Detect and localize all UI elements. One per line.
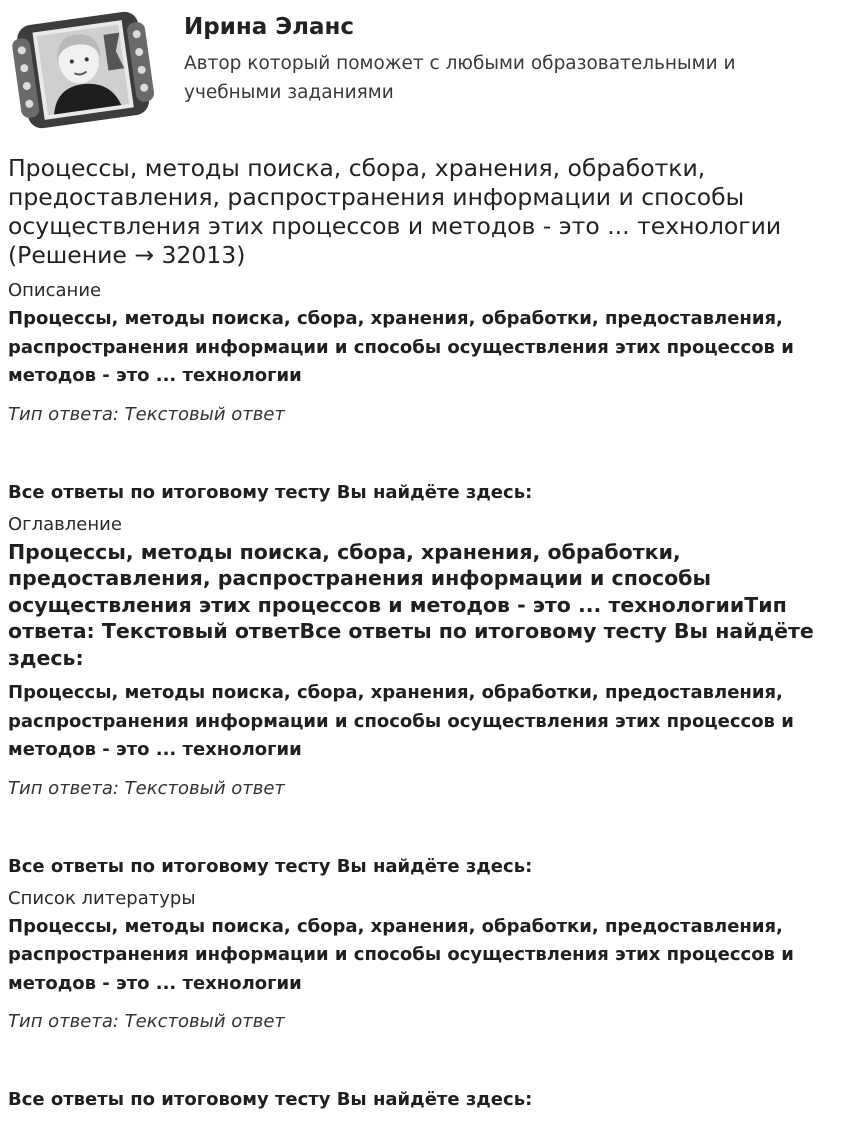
toc-all-answers: Все ответы по итоговому тесту Вы найдёте здесь: (8, 855, 533, 877)
literature-label: Список литературы (8, 887, 196, 909)
author-info (184, 8, 784, 107)
toc-question: Процессы, методы поиска, сбора, хранения, обработки, предоставления, распространения информации и способы осуществления этих процессов и методов - это ... технологии (8, 682, 794, 760)
literature-question: Процессы, методы поиска, сбора, хранения, обработки, предоставления, распространения информации и способы осуществления этих процессов и методов - это ... технологии (8, 915, 794, 994)
author-description: Автор который поможет с любыми образовательными и учебными заданиями (184, 53, 736, 103)
author-card (8, 8, 839, 148)
description-answer-type: Тип ответа: Текстовый ответ (8, 403, 285, 425)
literature-answer-type: Тип ответа: Текстовый ответ (8, 1011, 285, 1032)
description-question: Процессы, методы поиска, сбора, хранения, обработки, предоставления, распространения информации и способы осуществления этих процессов и методов - это ... технологии (8, 308, 794, 386)
literature-section (8, 888, 839, 1112)
literature-all-answers: Все ответы по итоговому тесту Вы найдёте здесь: (8, 1089, 533, 1110)
toc-label: Оглавление (8, 513, 122, 535)
toc-answer-type: Тип ответа: Текстовый ответ (8, 777, 285, 799)
page-title: Процессы, методы поиска, сбора, хранения, обработки, предоставления, распространения информации и способы осуществления этих процессов и методов - это ... технологии (Решение → 32013) (8, 154, 782, 269)
description-all-answers: Все ответы по итоговому тесту Вы найдёте здесь: (8, 481, 533, 503)
avatar-image (8, 8, 158, 130)
description-section (8, 280, 839, 504)
author-avatar[interactable] (8, 8, 158, 130)
toc-heading: Процессы, методы поиска, сбора, хранения, обработки, предоставления, распространения информации и способы осуществления этих процессов и методов - это ... технологииТип ответа: Текстовый ответВсе ответы по итоговому тесту Вы найдёте здесь: (8, 539, 814, 670)
description-label: Описание (8, 280, 102, 301)
author-name[interactable]: Ирина Эланс (184, 14, 355, 40)
toc-section (8, 514, 839, 878)
